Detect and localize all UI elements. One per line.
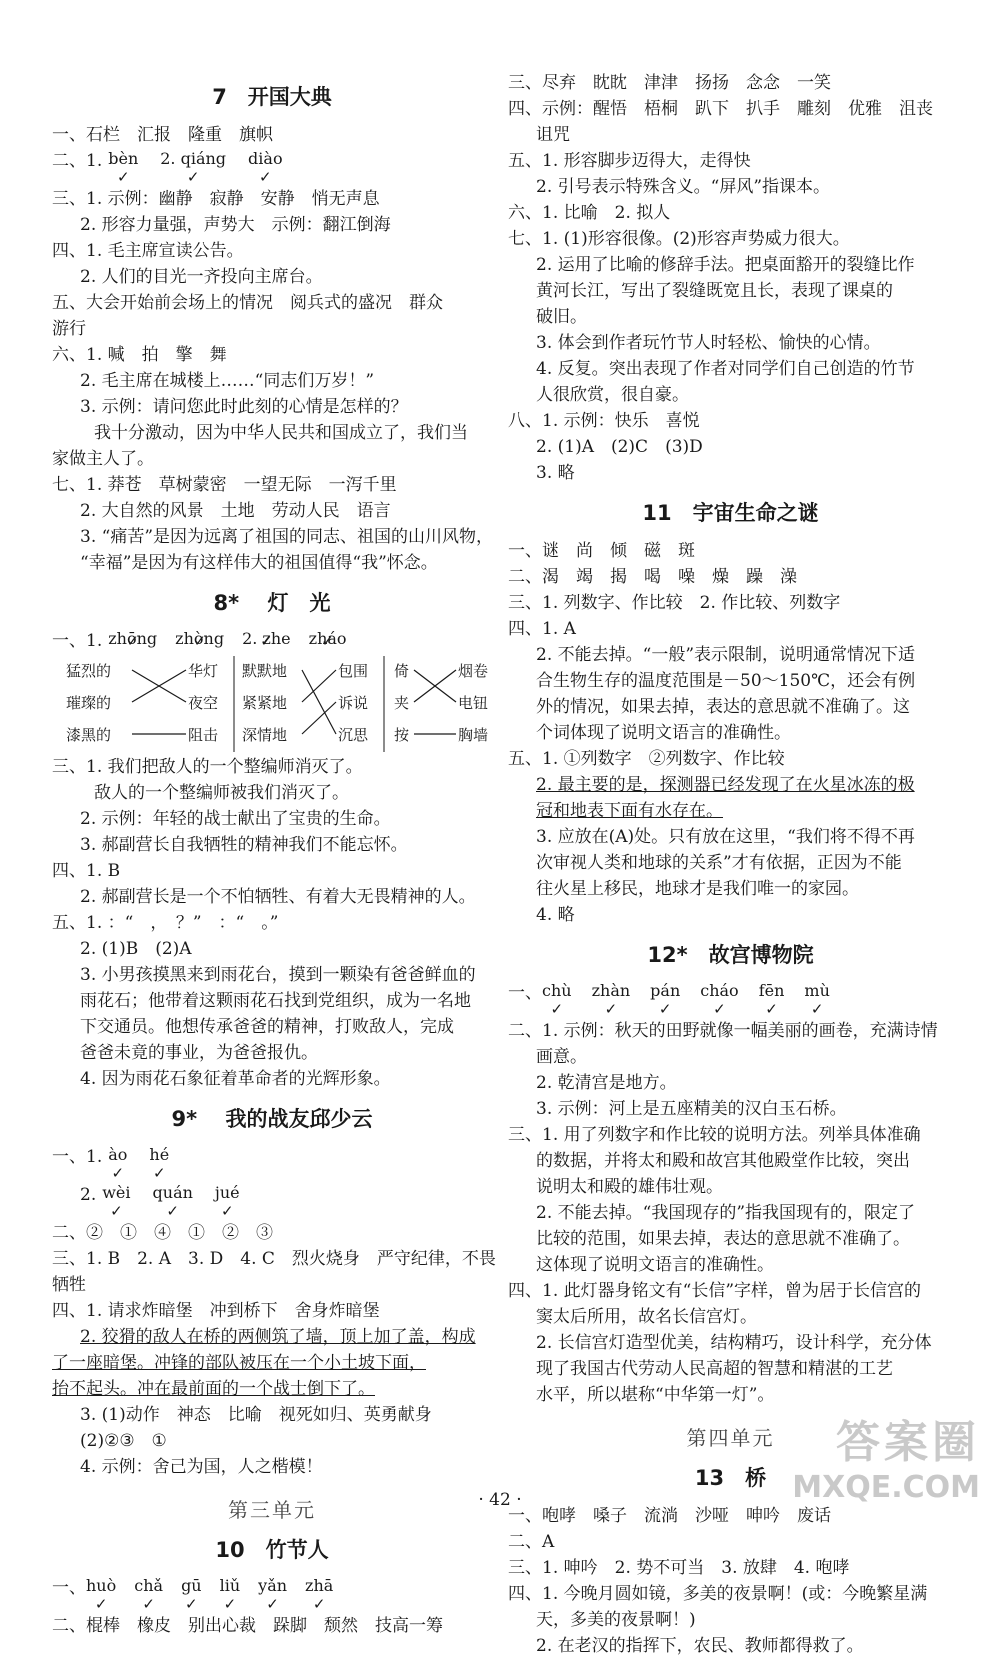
word-matching-diagram — [66, 656, 492, 752]
answer-line: 人很欣赏，很自豪。 — [536, 385, 689, 405]
answer-line: 2. 大自然的风景 土地 劳动人民 语言 — [80, 501, 391, 521]
answer-line: 往火星上移民，地球才是我们唯一的家园。 — [536, 879, 859, 899]
match-word: 紧紧地 — [242, 694, 288, 712]
lesson-11-title: 11 宇宙生命之谜 — [642, 501, 819, 525]
pinyin-item: diào ✓ — [248, 148, 283, 186]
answer-line: 冠和地表下面有水存在。 — [536, 801, 723, 821]
pinyin-item: yǎn ✓ — [258, 1575, 287, 1613]
answer-line: 下交通员。他想传承爸爸的精神，打败敌人，完成 — [80, 1017, 454, 1037]
pinyin-list — [102, 148, 282, 186]
answer-line: 3. 示例：请问您此时此刻的心情是怎样的？ — [80, 397, 408, 417]
answer-line: 六、1. 喊 拍 擎 舞 — [52, 345, 227, 365]
answer-line: 天，多美的夜景啊！) — [536, 1610, 696, 1630]
pinyin-item: mù ✓ — [804, 980, 829, 1018]
unit-3-heading: 第三单元 — [228, 1498, 316, 1522]
answer-line: 4. 示例：舍己为国，人之楷模！ — [80, 1457, 323, 1477]
match-word: 默默地 — [242, 662, 288, 680]
pinyin-item: zhàn ✓ — [592, 980, 631, 1018]
pinyin-row — [52, 628, 492, 654]
answer-line: 说明太和殿的雄伟壮观。 — [536, 1177, 723, 1197]
pinyin-item: quán ✓ — [153, 1182, 193, 1220]
answer-line: 七、1. 莽苍 草树蒙密 一望无际 一泻千里 — [52, 475, 397, 495]
lesson-8-title: 8* 灯 光 — [213, 591, 331, 615]
answer-line: 2. (1)A (2)C (3)D — [536, 437, 703, 457]
left-column — [52, 70, 496, 1639]
answer-line: 2. — [80, 1185, 97, 1205]
pinyin-row — [52, 148, 492, 186]
pinyin-row — [52, 1575, 492, 1613]
answer-line: 三、1. 呻吟 2. 势不可当 3. 放肆 4. 咆哮 — [508, 1558, 850, 1578]
answer-line: 现了我国古代劳动人民高超的智慧和精湛的工艺 — [536, 1359, 893, 1379]
pinyin-item: gū ✓ — [181, 1575, 202, 1613]
answer-line: 2. 毛主席在城楼上……“同志们万岁！” — [80, 371, 375, 391]
answer-line: 抬不起头。冲在最前面的一个战士倒下了。 — [52, 1379, 375, 1399]
answer-line: 五、1. ①列数字 ②列数字、作比较 — [508, 749, 785, 769]
answer-line: 2. 运用了比喻的修辞手法。把桌面豁开的裂缝比作 — [536, 255, 915, 275]
answer-line: 二、棍棒 橡皮 别出心裁 跺脚 颓然 技高一筹 — [52, 1616, 443, 1636]
answer-line: 四、1. 毛主席宣读公告。 — [52, 241, 244, 261]
answer-line: 三、1. 我们把敌人的一个整编师消灭了。 — [52, 757, 363, 777]
answer-line: 一、石栏 汇报 隆重 旗帜 — [52, 125, 273, 145]
answer-line: 次审视人类和地球的关系”才有依据，正因为不能 — [536, 853, 902, 873]
answer-line: 二、1. 示例：秋天的田野就像一幅美丽的画卷，充满诗情 — [508, 1021, 938, 1041]
answer-line: 牺牲 — [52, 1275, 86, 1295]
answer-line: 个词体现了说明文语言的准确性。 — [536, 723, 791, 743]
answer-line: (2)②③ ① — [80, 1431, 167, 1451]
match-word: 烟卷 — [458, 662, 489, 680]
pinyin-item: pán ✓ — [650, 980, 680, 1018]
answer-line: 三、尽弃 眈眈 津津 扬扬 念念 一笑 — [508, 73, 831, 93]
answer-line: 四、示例：醒悟 梧桐 趴下 扒手 雕刻 优雅 沮丧 — [508, 99, 933, 119]
answer-line: 三、1. 示例：幽静 寂静 安静 悄无声息 — [52, 189, 380, 209]
answer-line: 五、1. 形容脚步迈得大，走得快 — [508, 151, 751, 171]
pinyin-row — [52, 1144, 492, 1182]
match-word: 华灯 — [188, 662, 219, 680]
answer-line: 三、1. 列数字、作比较 2. 作比较、列数字 — [508, 593, 841, 613]
answer-line: 2. 引号表示特殊含义。“屏风”指课本。 — [536, 177, 831, 197]
answer-line: 2. 不能去掉。“一般”表示限制，说明通常情况下适 — [536, 645, 916, 665]
pinyin-list — [96, 1182, 239, 1220]
pinyin-item: fēn ✓ — [759, 980, 785, 1018]
answer-line: “幸福”是因为有这样伟大的祖国值得“我”怀念。 — [80, 553, 438, 573]
pinyin-row — [52, 1182, 492, 1220]
pinyin-item: zháo ✓ — [309, 628, 347, 650]
match-word: 按 — [394, 726, 410, 744]
answer-line: 2. 形容力量强，声势大 示例：翻江倒海 — [80, 215, 391, 235]
answer-line: 三、1. B 2. A 3. D 4. C 烈火烧身 严守纪律，不畏 — [52, 1249, 496, 1269]
answer-line: 一、1. — [52, 1147, 103, 1167]
answer-line: 2. 长信宫灯造型优美，结构精巧，设计科学，充分体 — [536, 1333, 932, 1353]
pinyin-item: 2. zhe ✓ — [242, 628, 291, 650]
answer-line: 3. (1)动作 神态 比喻 视死如归、英勇献身 — [80, 1405, 432, 1425]
match-word: 璀璨的 — [66, 694, 112, 712]
answer-line: 四、1. A — [508, 619, 576, 639]
pinyin-list — [102, 628, 346, 650]
pinyin-list — [542, 980, 830, 1018]
answer-line: 一、 — [508, 983, 542, 1003]
answer-line: 2. 在老汉的指挥下，农民、教师都得救了。 — [536, 1636, 864, 1656]
answer-line: 3. 体会到作者玩竹节人时轻松、愉快的心情。 — [536, 333, 881, 353]
answer-line: 了一座暗堡。冲锋的部队被压在一个小土坡下面， — [52, 1353, 426, 1373]
page-number: · 42 · — [478, 1490, 522, 1510]
answer-line: 3. 示例：河上是五座精美的汉白玉石桥。 — [536, 1099, 847, 1119]
pinyin-item: hé ✓ — [149, 1144, 169, 1182]
lesson-7-title: 7 开国大典 — [212, 85, 332, 109]
watermark-logo — [792, 1406, 980, 1505]
answer-line: 窦太后所用，故名长信宫灯。 — [536, 1307, 757, 1327]
matching-lines — [66, 656, 492, 752]
answer-line: 4. 略 — [536, 905, 575, 925]
pinyin-item: 2. qiáng ✓ — [160, 148, 226, 186]
answer-line: 3. 郝副营长自我牺牲的精神我们不能忘怀。 — [80, 835, 408, 855]
answer-line: 外的情况，如果去掉，表达的意思就不准确了。这 — [536, 697, 910, 717]
answer-line: 一、咆哮 嗓子 流淌 沙哑 呻吟 废话 — [508, 1506, 831, 1526]
answer-line: 二、1. — [52, 151, 103, 171]
answer-line: 爸爸未竟的事业，为爸爸报仇。 — [80, 1043, 318, 1063]
match-word: 诉说 — [338, 694, 369, 712]
pinyin-item: chǎ ✓ — [134, 1575, 163, 1613]
match-word: 夹 — [394, 694, 410, 712]
answer-line: 八、1. 示例：快乐 喜悦 — [508, 411, 700, 431]
pinyin-list — [86, 1575, 333, 1613]
pinyin-item: wèi ✓ — [102, 1182, 130, 1220]
pinyin-item: ào ✓ — [108, 1144, 127, 1182]
match-word: 电钮 — [458, 694, 489, 712]
pinyin-item: zhōng ✓ — [108, 628, 157, 650]
pinyin-item: cháo ✓ — [700, 980, 738, 1018]
pinyin-item: jué ✓ — [215, 1182, 240, 1220]
answer-line: 画意。 — [536, 1047, 587, 1067]
match-word: 胸墙 — [458, 726, 489, 744]
answer-line: 四、1. 今晚月圆如镜，多美的夜景啊！(或：今晚繁星满 — [508, 1584, 928, 1604]
answer-line: 敌人的一个整编师被我们消灭了。 — [94, 783, 349, 803]
answer-line: 一、 — [52, 1578, 86, 1598]
pinyin-item: bèn ✓ — [108, 148, 138, 186]
answer-line: 破旧。 — [536, 307, 587, 327]
answer-line: 四、1. 请求炸暗堡 冲到桥下 舍身炸暗堡 — [52, 1301, 380, 1321]
answer-line: 2. 狡猾的敌人在桥的两侧筑了墙，顶上加了盖，构成 — [80, 1327, 476, 1347]
answer-line: 这体现了说明文语言的准确性。 — [536, 1255, 774, 1275]
lesson-9-title: 9* 我的战友邱少云 — [171, 1107, 373, 1131]
answer-line: 三、1. 用了列数字和作比较的说明方法。列举具体准确 — [508, 1125, 921, 1145]
pinyin-item: zhā ✓ — [305, 1575, 333, 1613]
answer-line: 我十分激动，因为中华人民共和国成立了，我们当 — [94, 423, 468, 443]
answer-line: 七、1. (1)形容很像。(2)形容声势威力很大。 — [508, 229, 850, 249]
answer-line: 2. 乾清宫是地方。 — [536, 1073, 677, 1093]
match-word: 猛烈的 — [66, 662, 112, 680]
match-word: 漆黑的 — [66, 726, 112, 744]
answer-line: 合生物生存的温度范围是－50～150℃，还会有例 — [536, 671, 916, 691]
answer-line: 的数据，并将太和殿和故宫其他殿堂作比较，突出 — [536, 1151, 910, 1171]
answer-line: 五、大会开始前会场上的情况 阅兵式的盛况 群众 — [52, 293, 443, 313]
pinyin-list — [102, 1144, 169, 1182]
answer-line: 二、渴 竭 揭 喝 噪 燥 躁 澡 — [508, 567, 797, 587]
answer-line: 二、A — [508, 1532, 555, 1552]
answer-line: 四、1. 此灯器身铭文有“长信”字样，曾为居于长信宫的 — [508, 1281, 922, 1301]
match-word: 倚 — [394, 662, 410, 680]
answer-line: 3. 略 — [536, 463, 575, 483]
watermark-url: MXQE.COM — [792, 1470, 980, 1505]
answer-line: 五、1. ：“ ， ？” ：“ 。” — [52, 913, 279, 933]
answer-line: 3. “痛苦”是因为远离了祖国的同志、祖国的山川风物， — [80, 527, 494, 547]
watermark-text: 答案圈 — [836, 1417, 980, 1468]
answer-line: 4. 因为雨花石象征着革命者的光辉形象。 — [80, 1069, 391, 1089]
answer-line: 家做主人了。 — [52, 449, 154, 469]
answer-line: 2. 郝副营长是一个不怕牺牲、有着大无畏精神的人。 — [80, 887, 476, 907]
answer-line: 3. 应放在(A)处。只有放在这里，“我们将不得不再 — [536, 827, 915, 847]
lesson-12-title: 12* 故宫博物院 — [647, 943, 814, 967]
pinyin-row — [508, 980, 953, 1018]
lesson-13-title: 13 桥 — [694, 1466, 767, 1490]
answer-line: 一、谜 尚 倾 磁 斑 — [508, 541, 695, 561]
match-word: 深情地 — [242, 726, 288, 744]
unit-4-heading: 第四单元 — [686, 1426, 775, 1450]
answer-line: 黄河长江，写出了裂缝既宽且长，表现了课桌的 — [536, 281, 893, 301]
answer-line: 诅咒 — [536, 125, 570, 145]
answer-line: 四、1. B — [52, 861, 121, 881]
answer-line: 2. 最主要的是，探测器已经发现了在火星冰冻的极 — [536, 775, 915, 795]
answer-line: 水平，所以堪称“中华第一灯”。 — [536, 1385, 775, 1405]
answer-line: 3. 小男孩摸黑来到雨花台，摸到一颗染有爸爸鲜血的 — [80, 965, 476, 985]
pinyin-item: liǔ ✓ — [220, 1575, 241, 1613]
answer-line: 一、1. — [52, 631, 103, 651]
answer-line: 2. 人们的目光一齐投向主席台。 — [80, 267, 323, 287]
match-word: 包围 — [338, 662, 369, 680]
pinyin-item: chù ✓ — [542, 980, 572, 1018]
answer-line: 六、1. 比喻 2. 拟人 — [508, 203, 671, 223]
match-word: 阻击 — [188, 726, 219, 744]
answer-line: 4. 反复。突出表现了作者对同学们自己创造的竹节 — [536, 359, 915, 379]
match-word: 沉思 — [338, 726, 369, 744]
answer-line: 2. 示例：年轻的战士献出了宝贵的生命。 — [80, 809, 391, 829]
answer-line: 比较的范围，如果去掉，表达的意思就不准确了。 — [536, 1229, 910, 1249]
answer-line: 2. 不能去掉。“我国现存的”指我国现有的，限定了 — [536, 1203, 916, 1223]
pinyin-item: zhòng ✓ — [175, 628, 224, 650]
answer-line: 游行 — [52, 319, 86, 339]
answer-line: 2. (1)B (2)A — [80, 939, 192, 959]
answer-line: 二、② ① ④ ① ② ③ — [52, 1223, 273, 1243]
lesson-10-title: 10 竹节人 — [215, 1538, 329, 1562]
pinyin-item: huò ✓ — [86, 1575, 116, 1613]
answer-line: 雨花石；他带着这颗雨花石找到党组织，成为一名地 — [80, 991, 471, 1011]
match-word: 夜空 — [188, 694, 219, 712]
